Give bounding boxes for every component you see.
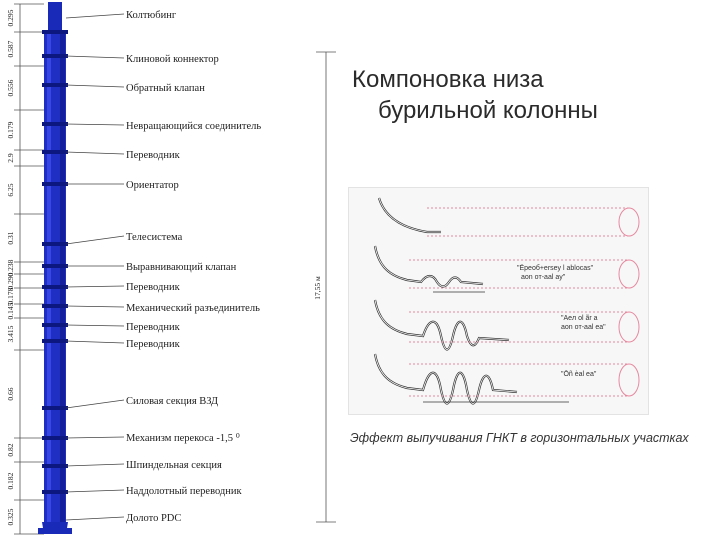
- tool-joint: [42, 464, 68, 468]
- leader-line: [66, 517, 124, 520]
- dimension-label: 0.66: [6, 387, 15, 401]
- dimension-label: 0.556: [6, 79, 15, 97]
- component-label: Клиновой коннектор: [126, 54, 219, 65]
- scenario-2-note-2: aon oт-aal ay": [521, 274, 566, 281]
- leader-line: [66, 341, 124, 343]
- leader-line: [66, 490, 124, 492]
- scenario-4: [375, 354, 639, 404]
- total-length-label: 17,55 м: [313, 276, 322, 300]
- component-label: Механический разъединитель: [126, 303, 260, 314]
- tool-joint: [42, 182, 68, 186]
- component-label: Телесистема: [126, 232, 183, 243]
- tool-joint: [42, 54, 68, 58]
- scenario-3-note-2: aon oт-aal ea": [561, 324, 606, 331]
- tool-joint: [42, 30, 68, 34]
- leader-line: [66, 325, 124, 326]
- scenario-1: [379, 198, 639, 236]
- component-label: Долото PDC: [126, 513, 182, 524]
- tool-joint: [42, 406, 68, 410]
- scenario-3-note-1: "Aeл ol ãr a: [561, 315, 598, 322]
- leader-line: [66, 124, 124, 125]
- scenario-2-note-1: "Ёреоб+ersey l ablocas": [517, 265, 594, 272]
- dimension-label: 0.587: [6, 40, 15, 58]
- slide-title: [352, 64, 712, 126]
- leader-line: [66, 306, 124, 307]
- scenario-2: [375, 246, 639, 292]
- buckling-sketch: [349, 188, 648, 414]
- component-label: Переводник: [126, 282, 180, 293]
- dimension-label: 0.238: [6, 259, 15, 277]
- tool-joint: [42, 242, 68, 246]
- dimension-label: 0.290: [6, 272, 15, 290]
- dimension-label: 0.325: [6, 508, 15, 526]
- dimension-label: 0.182: [6, 472, 15, 490]
- coiled-tubing: [48, 2, 62, 32]
- leader-line: [66, 152, 124, 154]
- drill-string: [38, 2, 72, 534]
- leader-line: [66, 85, 124, 87]
- dimension-label: 0.178: [6, 287, 15, 305]
- leader-line: [66, 437, 124, 438]
- dimension-label: 3.415: [6, 325, 15, 343]
- component-label: Наддолотный переводник: [126, 486, 242, 497]
- tool-joint: [42, 83, 68, 87]
- component-label: Выравнивающий клапан: [126, 262, 237, 273]
- tool-joint: [42, 490, 68, 494]
- leader-line: [66, 286, 124, 287]
- dimension-label: 2.9: [6, 153, 15, 163]
- dimension-label: 0.145: [6, 302, 15, 320]
- scenario-3: [375, 300, 639, 350]
- component-label: Невращающийся соединитель: [126, 121, 262, 132]
- dimension-label: 0.31: [6, 231, 15, 245]
- tool-joint: [42, 304, 68, 308]
- component-label: Колтюбинг: [126, 10, 177, 21]
- dimension-label: 6.25: [6, 183, 15, 197]
- component-label: Обратный клапан: [126, 83, 205, 94]
- leader-line: [66, 14, 124, 18]
- component-label: Механизм перекоса -1,5 ⁰: [126, 433, 240, 444]
- component-label: Ориентатор: [126, 180, 179, 191]
- component-label: Силовая секция ВЗД: [126, 396, 219, 407]
- component-label: Шпиндельная секция: [126, 460, 222, 471]
- leader-line: [66, 464, 124, 466]
- leader-line: [66, 400, 124, 408]
- title-line-2: бурильной колонны: [378, 97, 598, 124]
- leader-line: [66, 236, 124, 244]
- tool-joint: [42, 323, 68, 327]
- tool-joint: [42, 122, 68, 126]
- buckling-figure: [348, 187, 649, 415]
- tool-joint: [42, 436, 68, 440]
- tool-joint: [42, 150, 68, 154]
- dimension-label: 0.295: [6, 9, 15, 27]
- dimension-label: 0.82: [6, 443, 15, 457]
- tool-joint: [42, 339, 68, 343]
- tool-joint: [42, 285, 68, 289]
- leader-line: [66, 56, 124, 58]
- component-label: Переводник: [126, 150, 180, 161]
- title-line-1: Компоновка низа: [352, 66, 544, 93]
- tool-joint: [42, 264, 68, 268]
- figure-caption: Эффект выпучивания ГНКТ в горизонтальных участках: [350, 431, 689, 445]
- dimension-label: 0.179: [6, 121, 15, 139]
- component-label: Переводник: [126, 322, 180, 333]
- component-label: Переводник: [126, 339, 180, 350]
- scenario-4-note: "Ōñ ѐal ea": [561, 371, 597, 378]
